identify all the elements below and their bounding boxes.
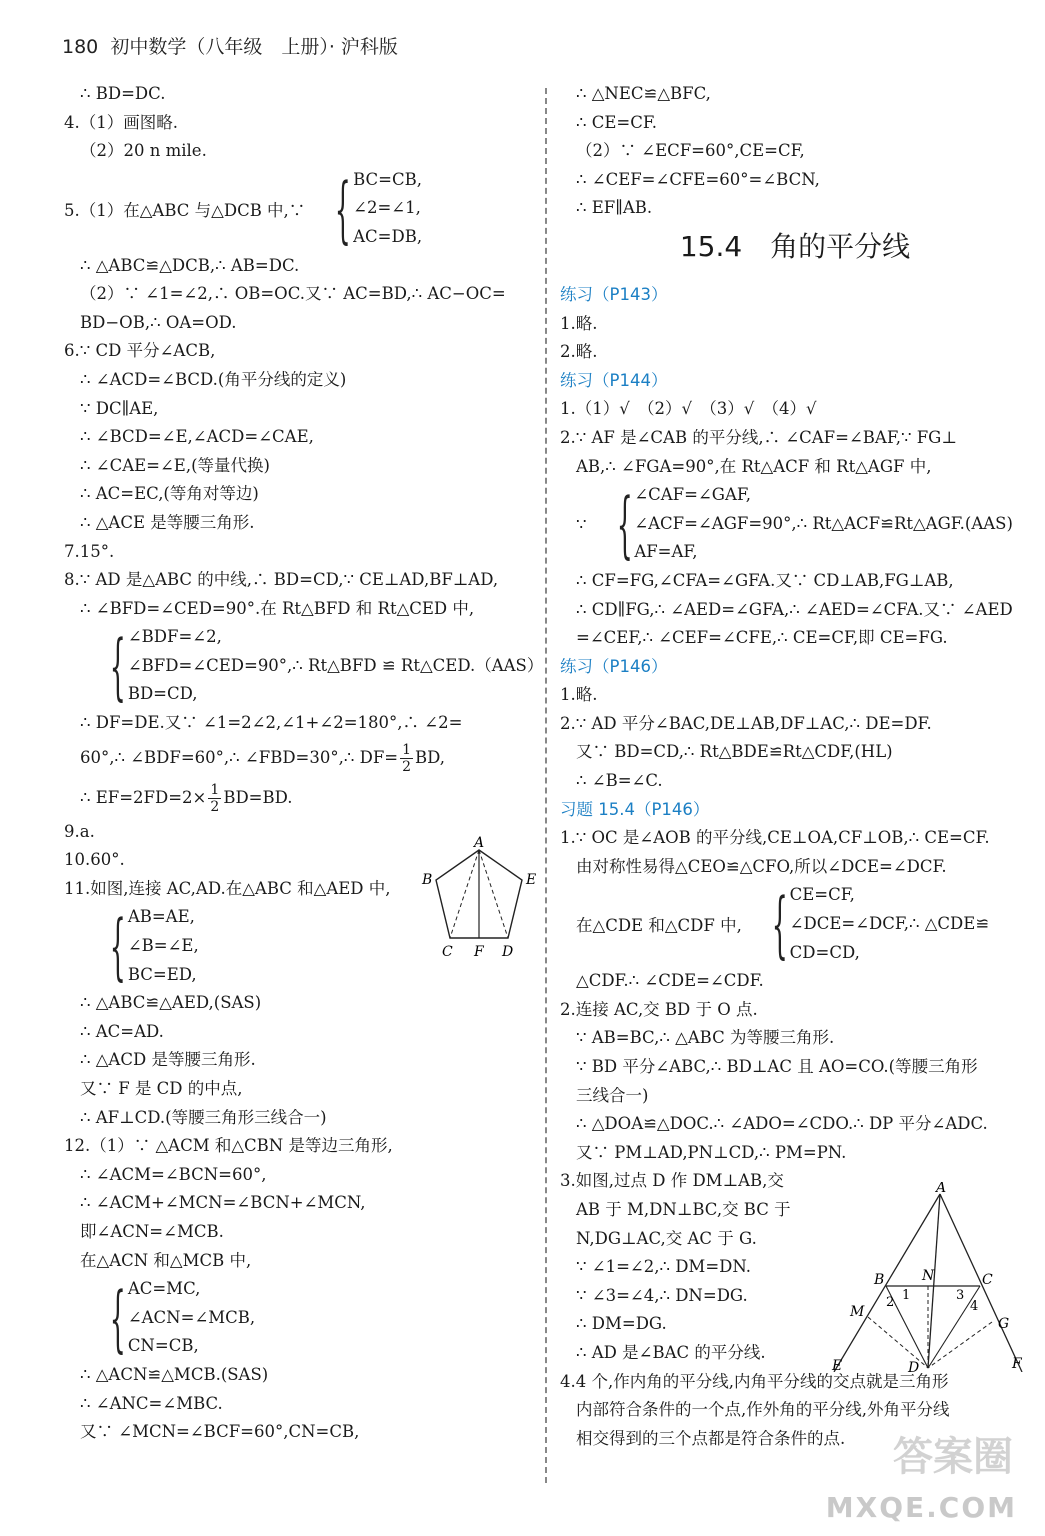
point-label: B: [874, 1272, 885, 1288]
text-line: 2.∵ AF 是∠CAB 的平分线,∴ ∠CAF=∠BAF,∵ FG⊥: [560, 427, 957, 447]
subsection-heading: 练习（P144）: [560, 370, 668, 390]
watermark-logo: 答案圈: [893, 1434, 1013, 1480]
text-line: 1.略.: [560, 313, 598, 333]
text-line: ∴ CF=FG,∠CFA=∠GFA.又∵ CD⊥AB,FG⊥AB,: [576, 570, 954, 590]
text-line: （2）∵ ∠1=∠2,∴ OB=OC.又∵ AC=BD,∴ AC−OC=: [80, 284, 506, 304]
text-line: 在△ACN 和△MCB 中,: [80, 1250, 252, 1270]
text-segment: BD=BD.: [223, 787, 293, 807]
text-line: ∵ ∠1=∠2,∴ DM=DN.: [576, 1257, 752, 1277]
text-line: 相交得到的三个点都是符合条件的点.: [576, 1428, 846, 1448]
answer-11: 11.如图,连接 AC,AD.在△ABC 和△AED 中,: [64, 878, 391, 898]
text-line: ∵ BD 平分∠ABC,∴ BD⊥AC 且 AO=CO.(等腰三角形: [576, 1057, 978, 1076]
text-segment: 60°,∴ ∠BDF=60°,∴ ∠FBD=30°,∴ DF=: [80, 747, 399, 767]
answer-9: 9.a.: [64, 821, 95, 841]
column-divider: [545, 88, 547, 1483]
text-line: 即∠ACN=∠MCB.: [80, 1221, 224, 1241]
text-line: 2.∵ AD 平分∠BAC,DE⊥AB,DF⊥AC,∴ DE=DF.: [560, 713, 932, 733]
condition: BD=CD,: [127, 684, 198, 704]
page-number: 180: [62, 36, 99, 58]
text-line: BD−OB,∴ OA=OD.: [80, 312, 237, 332]
condition: ∠ACF=∠AGF=90°,∴ Rt△ACF≌Rt△AGF.(AAS): [634, 513, 1013, 533]
answer-8: 8.∵ AD 是△ABC 的中线,∴ BD=CD,∵ CE⊥AD,BF⊥AD,: [64, 570, 499, 590]
fraction-numerator: 1: [210, 781, 220, 798]
fraction: [208, 782, 221, 815]
text-line: AB 于 M,DN⊥BC,交 BC 于: [576, 1199, 791, 1219]
page-header: [62, 32, 398, 59]
point-label: B: [422, 872, 433, 888]
condition: ∠DCE=∠DCF,∴ △CDE≌: [789, 914, 990, 934]
answer-5-lead: 5.（1）在△ABC 与△DCB 中,∵: [64, 200, 306, 220]
text-line: ∴ BD=DC.: [80, 84, 166, 103]
text-line: 3.如图,过点 D 作 DM⊥AB,交: [560, 1171, 784, 1191]
condition: ∠CAF=∠GAF,: [634, 485, 751, 505]
text-line: ∴ AC=AD.: [80, 1021, 164, 1041]
text-line: ∴ ∠ACM+∠MCN=∠BCN+∠MCN,: [80, 1193, 366, 1213]
text-line: 又∵ PM⊥AD,PN⊥CD,∴ PM=PN.: [576, 1142, 847, 1162]
condition: CE=CF,: [789, 885, 855, 905]
text-line: 2.连接 AC,交 BD 于 O 点.: [560, 999, 758, 1019]
text-line: ∴ ∠ACM=∠BCN=60°,: [80, 1164, 267, 1184]
answer-12-system: [64, 1275, 534, 1361]
brace-icon: {: [109, 624, 126, 709]
text-line: ∴ △ABC≌△DCB,∴ AB=DC.: [80, 255, 300, 275]
answer-5-system: [64, 166, 534, 252]
condition: CN=CB,: [127, 1336, 199, 1356]
text-line: ∴ AC=EC,(等角对等边): [80, 484, 259, 504]
text-line: ∴ ∠ACD=∠BCD.(角平分线的定义): [80, 369, 347, 389]
angle-label: 3: [956, 1288, 965, 1303]
condition: CD=CD,: [789, 942, 860, 962]
text-segment: BD,: [415, 747, 446, 767]
text-line: （2）∵ ∠ECF=60°,CE=CF,: [576, 141, 805, 161]
text-line: ∴ EF∥AB.: [576, 198, 653, 218]
text-line: ∴ ∠CEF=∠CFE=60°=∠BCN,: [576, 169, 820, 189]
text-line: ∴ △ACE 是等腰三角形.: [80, 512, 255, 532]
text-line: ∴ △ACD 是等腰三角形.: [80, 1050, 256, 1070]
angle-label: 2: [886, 1295, 895, 1310]
condition: ∠BFD=∠CED=90°,∴ Rt△BFD ≌ Rt△CED.（AAS）: [127, 655, 544, 675]
point-label: E: [832, 1358, 843, 1372]
text-line: AB,∴ ∠FGA=90°,在 Rt△ACF 和 Rt△AGF 中,: [576, 456, 932, 476]
text-line: ∴ ∠CAE=∠E,(等量代换): [80, 455, 270, 475]
watermark-site: MXQE.COM: [825, 1491, 1017, 1524]
point-label: C: [982, 1272, 993, 1288]
text-segment: ∴ EF=2FD=2×: [80, 787, 207, 807]
text-line: ∴ AF⊥CD.(等腰三角形三线合一): [80, 1107, 327, 1127]
subsection-heading: 习题 15.4（P146）: [560, 799, 710, 819]
text-line: 又∵ BD=CD,∴ Rt△BDE≌Rt△CDF,(HL): [576, 742, 893, 762]
condition: ∠BDF=∠2,: [127, 627, 222, 647]
subsection-heading: 练习（P143）: [560, 284, 668, 304]
angle-label: 4: [970, 1299, 979, 1314]
text-line: 1.∵ OC 是∠AOB 的平分线,CE⊥OA,CF⊥OB,∴ CE=CF.: [560, 828, 990, 848]
left-column: [64, 80, 544, 1447]
answer-8-system: [64, 623, 544, 709]
condition: ∠2=∠1,: [353, 198, 421, 218]
text-line: 又∵ F 是 CD 的中点,: [80, 1079, 243, 1098]
condition: AC=MC,: [127, 1279, 201, 1299]
text-line: ∴ DF=DE.又∵ ∠1=2∠2,∠1+∠2=180°,∴ ∠2=: [80, 713, 463, 733]
text-line: ∵ DC∥AE,: [80, 398, 159, 418]
brace-icon: {: [335, 166, 352, 251]
point-label: N: [922, 1268, 935, 1284]
text-line: 内部符合条件的一个点,作外角的平分线,外角平分线: [576, 1400, 950, 1420]
point-label: C: [442, 944, 453, 960]
angle-label: 1: [902, 1288, 911, 1303]
point-label: E: [526, 872, 537, 888]
answer-12: 12.（1）∵ △ACM 和△CBN 是等边三角形,: [64, 1136, 393, 1156]
text-line: ∴ CE=CF.: [576, 112, 657, 132]
answer-10: 10.60°.: [64, 850, 125, 870]
condition: ∠ACN=∠MCB,: [127, 1307, 256, 1327]
text-line: ∵ AB=BC,∴ △ABC 为等腰三角形.: [576, 1028, 835, 1048]
text-line-fraction: [64, 778, 534, 818]
point-label: G: [998, 1316, 1010, 1332]
answer-6: 6.∵ CD 平分∠ACB,: [64, 341, 216, 361]
text-line: 由对称性易得△CEO≌△CFO,所以∠DCE=∠DCF.: [576, 856, 947, 876]
brace-icon: {: [109, 904, 126, 989]
text-line: ∴ AD 是∠BAC 的平分线.: [576, 1342, 766, 1362]
text-line: 又∵ ∠MCN=∠BCF=60°,CN=CB,: [80, 1422, 360, 1442]
text-line: 1.（1）√ （2）√ （3）√ （4）√: [560, 399, 817, 419]
brace-icon: {: [771, 882, 788, 967]
text-line: ∴ △ABC≌△AED,(SAS): [80, 993, 262, 1013]
text-line: ∴ CD∥FG,∴ ∠AED=∠GFA,∴ ∠AED=∠CFA.又∵ ∠AED: [576, 599, 1013, 619]
text-line: N,DG⊥AC,交 AC 于 G.: [576, 1228, 757, 1248]
condition: BC=CB,: [353, 169, 423, 189]
point-label: F: [474, 944, 484, 960]
subsection-heading: 练习（P146）: [560, 656, 668, 676]
text-line: ∴ ∠BCD=∠E,∠ACD=∠CAE,: [80, 427, 314, 447]
condition: ∠B=∠E,: [127, 936, 199, 956]
text-line: ∴ ∠BFD=∠CED=90°.在 Rt△BFD 和 Rt△CED 中,: [80, 598, 475, 618]
point-label: M: [850, 1304, 865, 1320]
condition: AF=AF,: [634, 542, 698, 562]
brace-icon: {: [109, 1276, 126, 1361]
section-title: 15.4 角的平分线: [679, 229, 911, 263]
answer-7: 7.15°.: [64, 541, 115, 561]
text-segment: 在△CDE 和△CDF 中,: [576, 916, 742, 936]
pentagon-figure: [414, 836, 544, 966]
triangle-figure: [822, 1182, 1032, 1372]
point-label: A: [936, 1182, 947, 1196]
text-line: 1.略.: [560, 685, 598, 705]
text-line: ∴ △DOA≌△DOC.∴ ∠ADO=∠CDO.∴ DP 平分∠ADC.: [576, 1114, 988, 1134]
fraction-denominator: 2: [210, 798, 220, 815]
text-line: =∠CEF,∴ ∠CEF=∠CFE,∴ CE=CF,即 CE=FG.: [576, 628, 948, 648]
text-line: △CDF.∴ ∠CDE=∠CDF.: [576, 971, 764, 991]
brace-icon: {: [616, 482, 633, 567]
text-line: ∴ △ACN≌△MCB.(SAS): [80, 1364, 269, 1384]
text-line: ∵ ∠3=∠4,∴ DN=DG.: [576, 1285, 748, 1305]
watermark: [825, 1434, 1033, 1530]
book-title: 初中数学（八年级 上册）· 沪科版: [110, 36, 398, 58]
answer-4-2: （2）20 n mile.: [80, 141, 207, 161]
text-line: 4.4 个,作内角的平分线,内角平分线的交点就是三角形: [560, 1371, 949, 1391]
text-line: 三线合一): [576, 1085, 649, 1105]
fraction: [400, 742, 413, 775]
text-line: ∴ △NEC≌△BFC,: [576, 84, 711, 103]
condition: AB=AE,: [127, 907, 195, 927]
text-line: ∴ ∠B=∠C.: [576, 771, 663, 791]
point-label: D: [908, 1360, 920, 1372]
point-label: D: [502, 944, 514, 960]
text-line: ∴ ∠ANC=∠MBC.: [80, 1393, 223, 1413]
exercise-1-system: [560, 881, 1030, 967]
fraction-denominator: 2: [402, 758, 412, 775]
point-label: A: [474, 836, 485, 851]
text-line: 2.略.: [560, 342, 598, 362]
condition: BC=ED,: [127, 964, 197, 984]
answer-4-1: 4.（1）画图略.: [64, 112, 178, 132]
fraction-numerator: 1: [402, 741, 412, 758]
point-label: F: [1012, 1356, 1022, 1372]
practice-2-system: [560, 481, 1030, 567]
condition: AC=DB,: [353, 226, 423, 246]
text-line: ∴ DM=DG.: [576, 1314, 667, 1334]
because-symbol: ∵: [576, 514, 587, 534]
text-line-fraction: [64, 738, 534, 778]
